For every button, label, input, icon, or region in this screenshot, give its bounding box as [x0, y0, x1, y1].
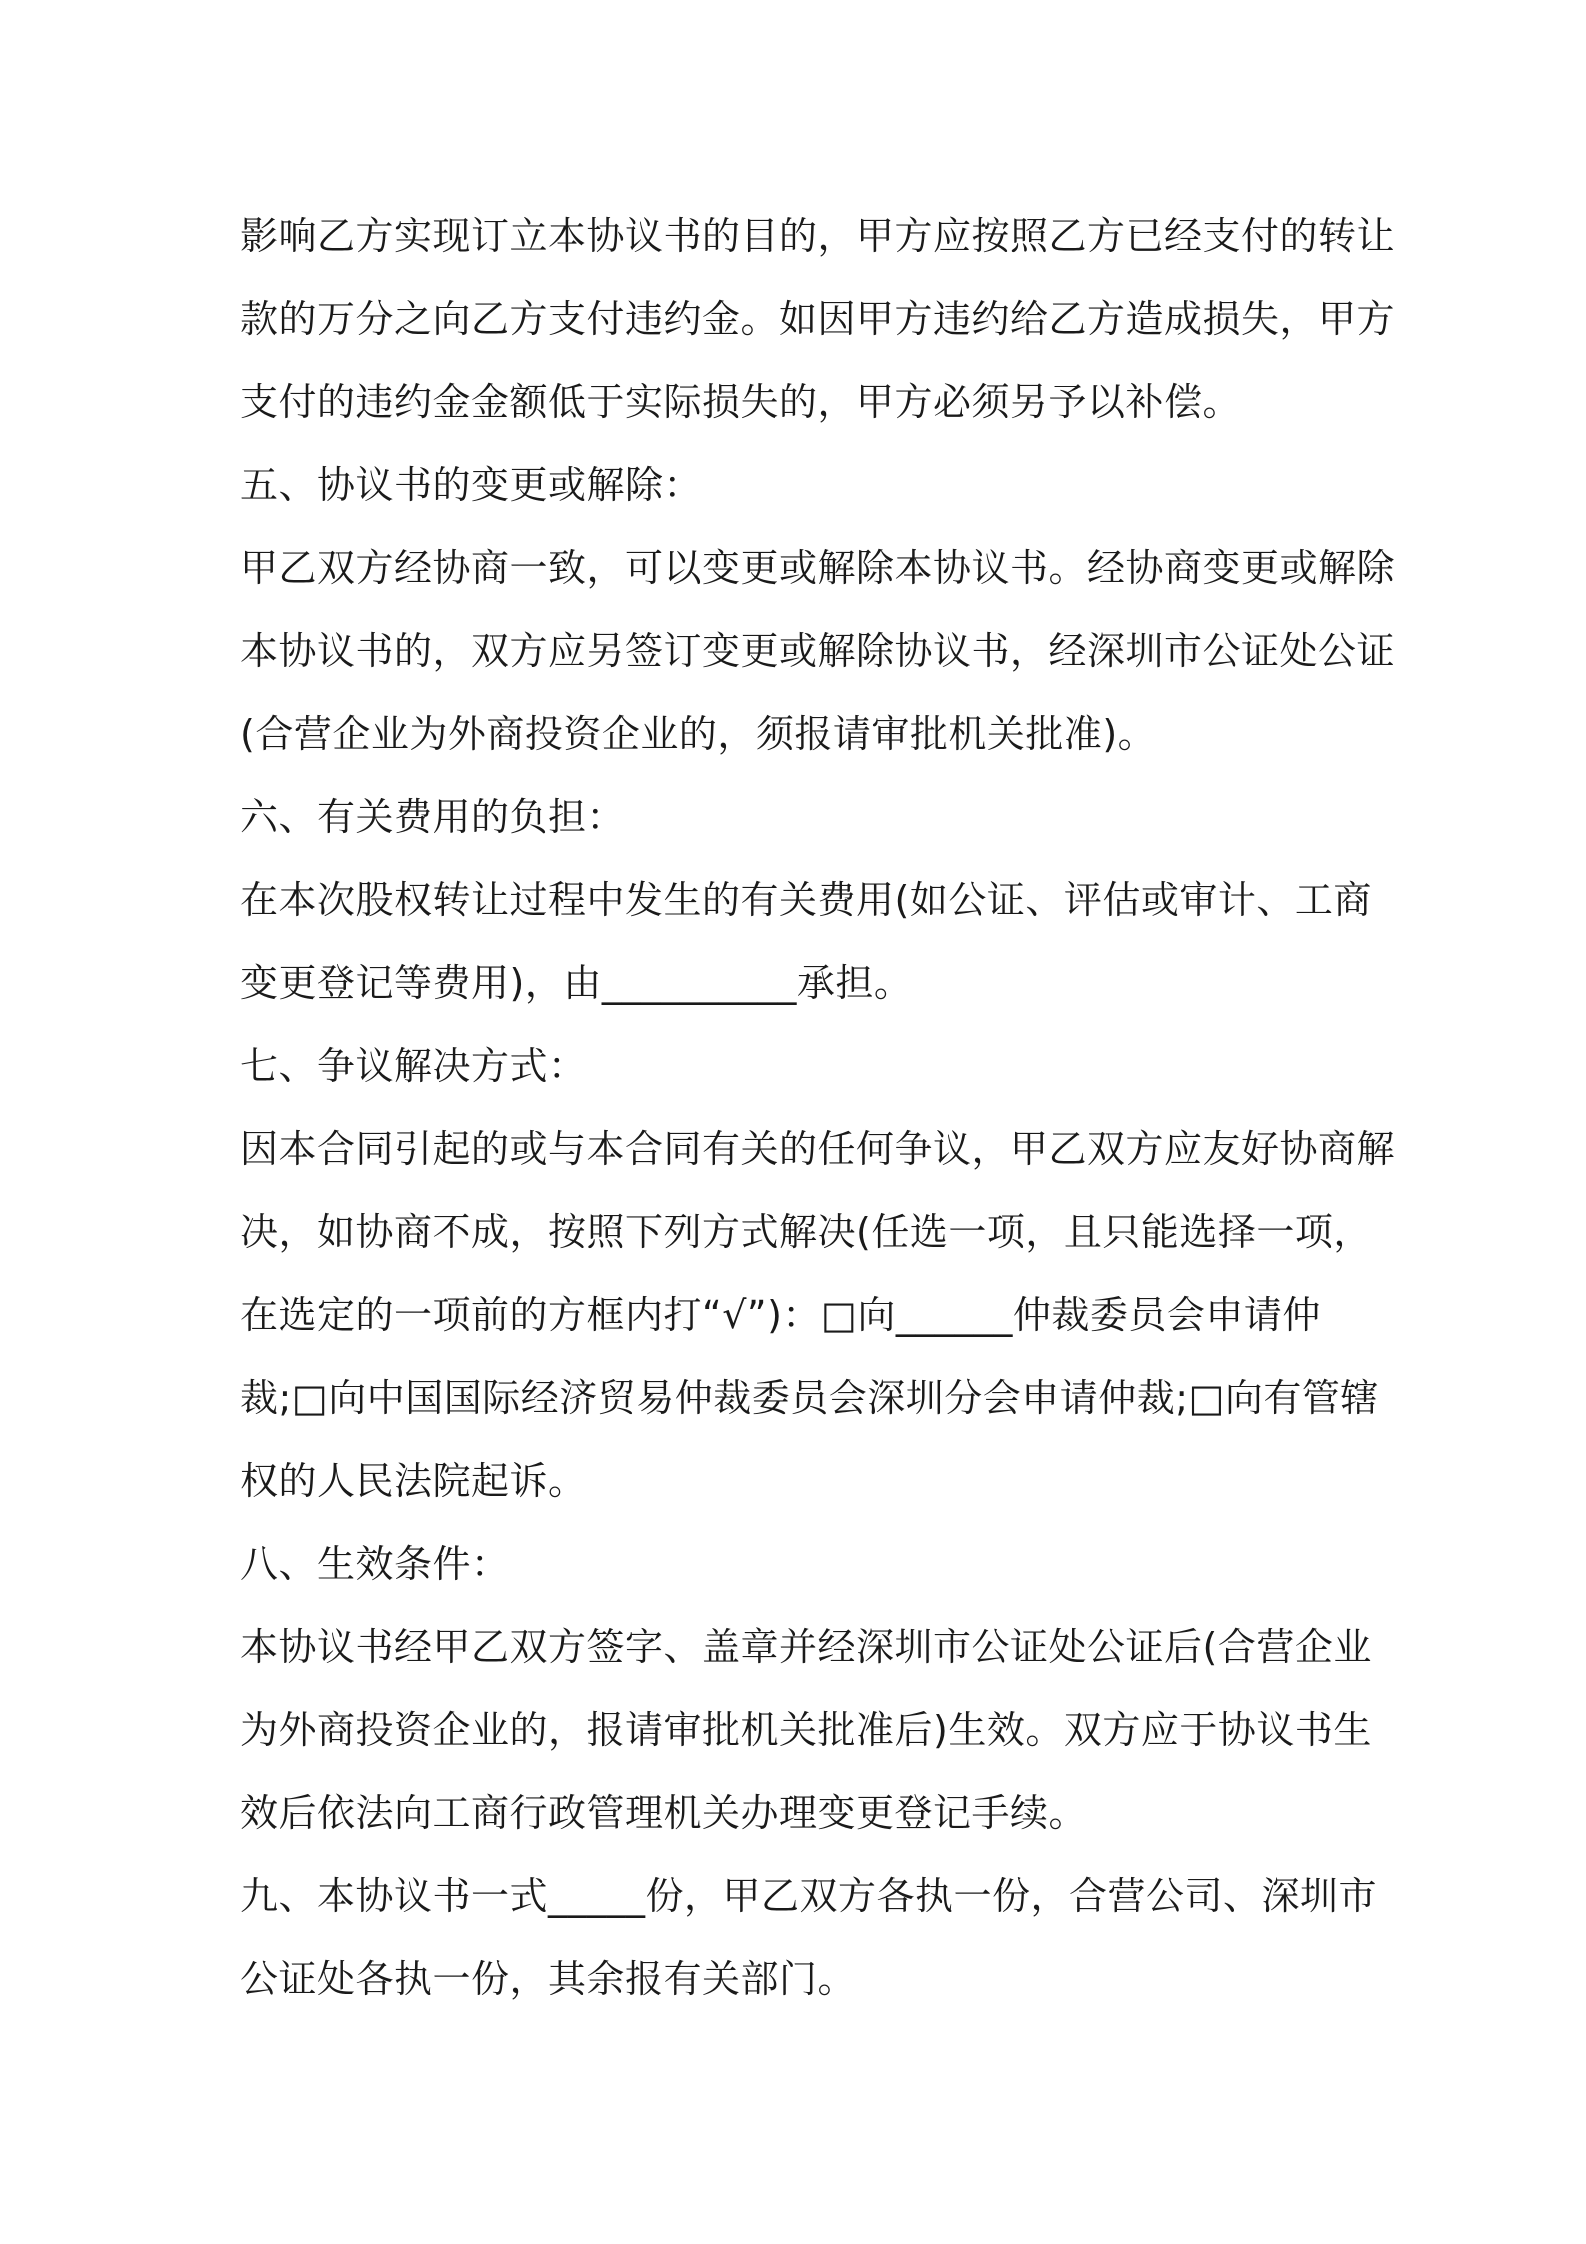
paragraph-line: 决，如协商不成，按照下列方式解决(任选一项，且只能选择一项， [240, 1210, 1372, 1254]
paragraph-line: 在本次股权转让过程中发生的有关费用(如公证、评估或审计、工商 [240, 878, 1372, 922]
document-body [240, 195, 1396, 2021]
paragraph-line: 公证处各执一份，其余报有关部门。 [240, 1957, 857, 2001]
paragraph-line: 裁;□向中国国际经济贸易仲裁委员会深圳分会申请仲裁;□向有管辖 [240, 1376, 1379, 1420]
paragraph-line: (合营企业为外商投资企业的，须报请审批机关批准)。 [240, 712, 1157, 756]
paragraph-line: 甲乙双方经协商一致，可以变更或解除本协议书。经协商变更或解除 [240, 546, 1396, 590]
paragraph-line: 本协议书经甲乙双方签字、盖章并经深圳市公证处公证后(合营企业 [240, 1625, 1372, 1669]
paragraph-line: 在选定的一项前的方框内打“√”)：□向______仲裁委员会申请仲 [240, 1293, 1321, 1337]
paragraph-line: 支付的违约金金额低于实际损失的，甲方必须另予以补偿。 [240, 380, 1242, 424]
paragraph-line: 权的人民法院起诉。 [240, 1459, 587, 1503]
paragraph-line: 为外商投资企业的，报请审批机关批准后)生效。双方应于协议书生 [240, 1708, 1372, 1752]
paragraph-line: 款的万分之向乙方支付违约金。如因甲方违约给乙方造成损失，甲方 [240, 297, 1396, 341]
paragraph-line: 效后依法向工商行政管理机关办理变更登记手续。 [240, 1791, 1088, 1835]
paragraph-line: 因本合同引起的或与本合同有关的任何争议，甲乙双方应友好协商解 [240, 1127, 1396, 1171]
section-heading-9: 九、本协议书一式_____份，甲乙双方各执一份，合营公司、深圳市 [240, 1874, 1378, 1918]
section-heading-7: 七、争议解决方式： [240, 1044, 587, 1088]
section-heading-5: 五、协议书的变更或解除： [240, 463, 703, 507]
paragraph-line: 影响乙方实现订立本协议书的目的，甲方应按照乙方已经支付的转让 [240, 214, 1396, 258]
paragraph-line: 变更登记等费用)，由__________承担。 [240, 961, 913, 1005]
section-heading-8: 八、生效条件： [240, 1542, 510, 1586]
section-heading-6: 六、有关费用的负担： [240, 795, 626, 839]
paragraph-line: 本协议书的，双方应另签订变更或解除协议书，经深圳市公证处公证 [240, 629, 1396, 673]
